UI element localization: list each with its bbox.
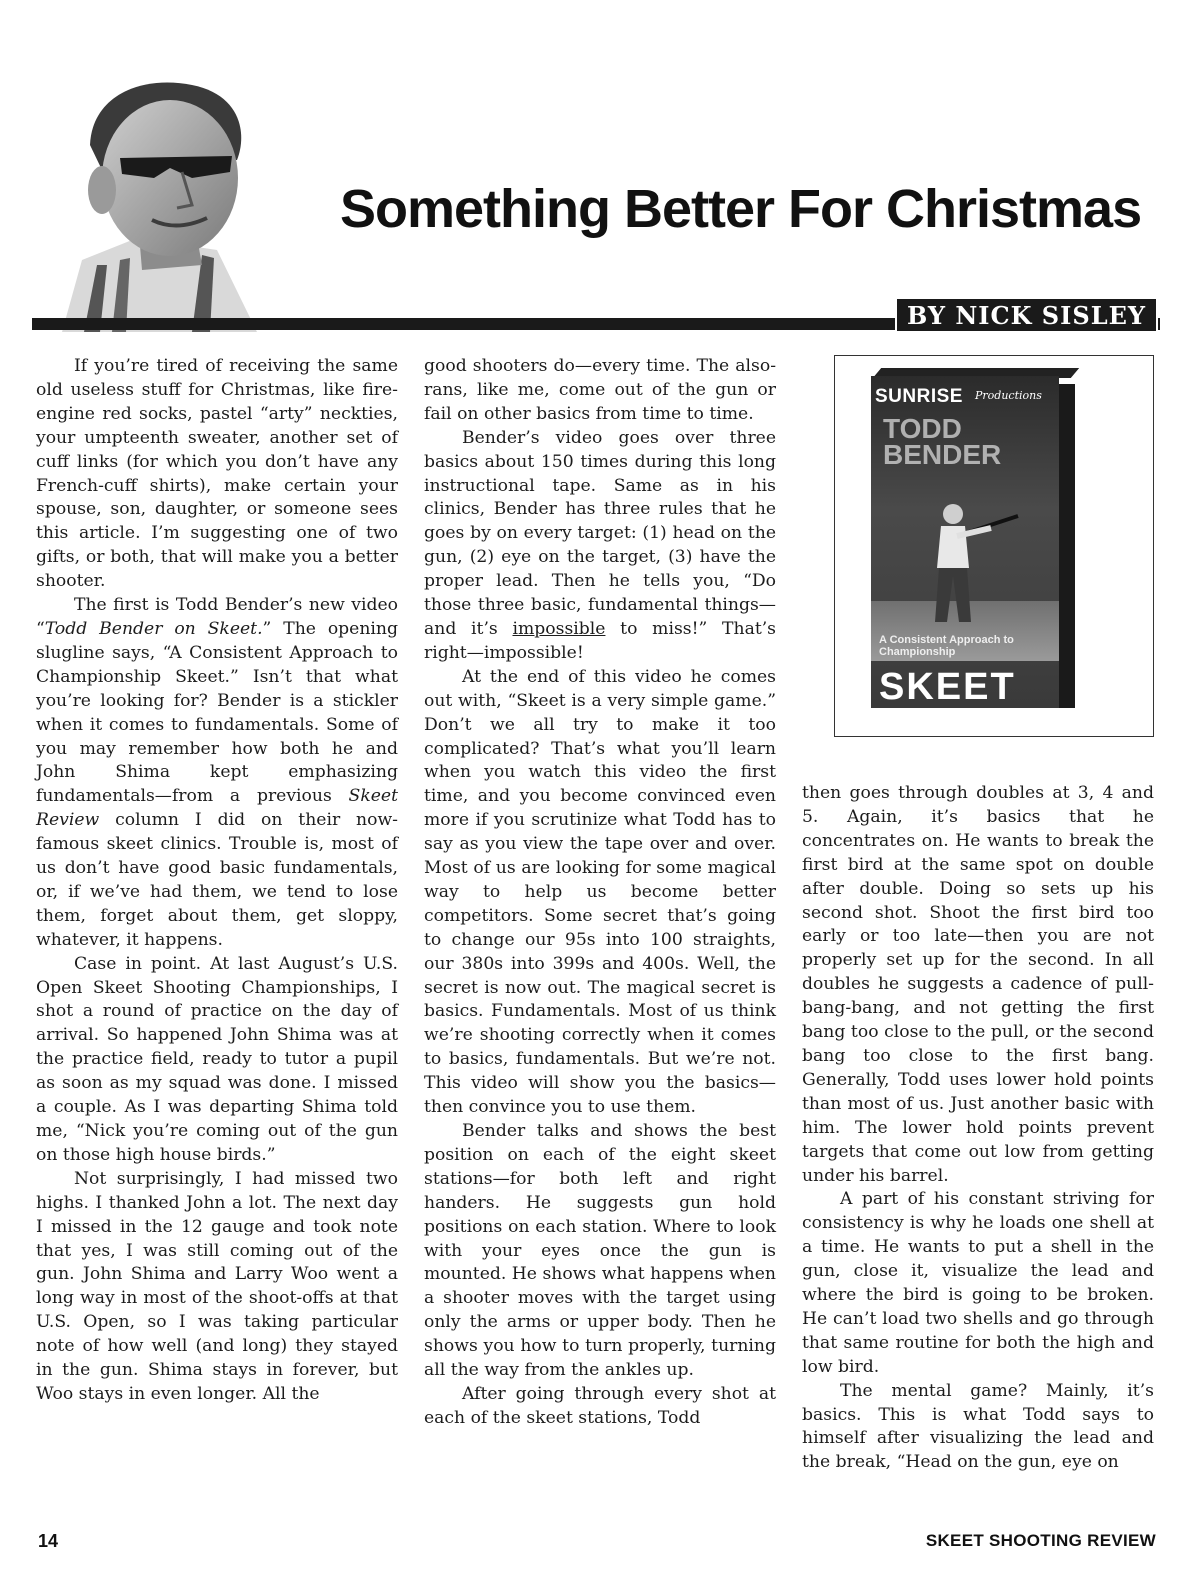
author-portrait bbox=[42, 60, 292, 332]
paragraph: Bender’s video goes over three basics about 150 times during this long instructional tape. Same as in his clinics, Bender has three rules that he goes by on every target: (1) head on the gun, (2) eye on the target, (3) have the proper lead. Then he tells you, “Do those three basic, fundamental things—and it’s impossible to miss!” That’s right—impossible! bbox=[424, 427, 777, 663]
vhs-brand-suffix: Productions bbox=[975, 389, 1042, 402]
paragraph: After going through every shot at each of the skeet stations, Todd bbox=[424, 1383, 776, 1428]
paragraph: The mental game? Mainly, it’s basics. This is what Todd says to himself after visualizing the lead and the break, “Head on the gun, eye on bbox=[802, 1380, 1154, 1473]
paragraph: Not surprisingly, I had missed two highs. I thanked John a lot. The next day I missed in the 12 gauge and took note that yes, I was still coming out of the gun. John Shima and Larry Woo went a long way in most of the shoot-offs at that U.S. Open, so I was taking particular note of how well (and long) they stayed in the gun. Shima stays in forever, but Woo stays in even longer. All the bbox=[36, 1168, 398, 1404]
byline: BY NICK SISLEY bbox=[895, 297, 1158, 333]
vhs-box-spine bbox=[1059, 384, 1075, 708]
paragraph: Case in point. At last August’s U.S. Open Skeet Shooting Championships, I shot a round of practice on the day of arrival. So happened John Shima was at the practice field, ready to tutor a pupil as soon as my squad was done. I missed a couple. As I was departing Shima told me, “Nick you’re coming out of the gun on those high house birds.” bbox=[36, 953, 398, 1165]
article-column-2 bbox=[424, 355, 776, 1431]
paragraph: The first is Todd Bender’s new video “Todd Bender on Skeet.” The opening slugline says, “A Consistent Approach to Championship Skeet.” Isn’t that what you’re looking for? Bender is a stickler when it comes to fundamentals. Some of you may remember how both he and John Shima kept emphasizing fundamentals—from a previous Skeet Review column I did on their now-famous skeet clinics. Trouble is, most of us don’t have good basic fundamentals, or, if we’ve had them, we tend to lose them, forget about them, get sloppy, whatever, it happens. bbox=[36, 595, 398, 950]
video-cover-figure bbox=[834, 355, 1154, 737]
vhs-name: TODD BENDER bbox=[883, 413, 1002, 470]
paragraph: then goes through doubles at 3, 4 and 5. Again, it’s basics that he concentrates on. He wants to break the first bird at the same spot on double after double. Doing so sets up his second shot. Shoot the first bird too early or too late—then you are not properly set up for the second. In all doubles he suggests a cadence of pull-bang-bang, and not getting the first bang too close to the pull, or the second bang too close to the first bang. Generally, Todd uses lower hold points than most of us. Just another basic with him. The lower hold points prevent targets that come out low from getting under his barrel. bbox=[802, 783, 1154, 1186]
paragraph: A part of his constant striving for consistency is why he loads one shell at a time. He wants to put a shell in the gun, close it, visualize the lead and where the bird is going to be broken. He can’t load two shells and go through that same routine for both the high and low bird. bbox=[802, 1189, 1154, 1377]
paragraph: If you’re tired of receiving the same old useless stuff for Christmas, like fire-engine red socks, pastel “arty” neckties, your umpteenth sweater, another set of cuff links (for which you don’t have any French-cuff shirts), make certain your spouse, son, daughter, or someone sees this article. I’m suggesting one of two gifts, or both, that will make you a better shooter. bbox=[36, 356, 398, 592]
publication-name: SKEET SHOOTING REVIEW bbox=[925, 1531, 1156, 1550]
article-column-1 bbox=[36, 355, 398, 1407]
vhs-title: SKEET bbox=[879, 666, 1016, 708]
paragraph: good shooters do—every time. The also-rans, like me, come out of the gun or fail on other basics from time to time. bbox=[424, 356, 776, 424]
article-title: Something Better For Christmas bbox=[340, 179, 1142, 239]
article-column-3 bbox=[802, 782, 1154, 1475]
paragraph: Bender talks and shows the best position on each of the eight skeet stations—for both left and right handers. He suggests gun hold positions on each station. Where to look with your eyes once the gun is mounted. He shows what happens when a shooter moves with the target using only the arms or upper body. Then he shows you how to turn properly, turning all the way from the ankles up. bbox=[424, 1121, 776, 1381]
vhs-brand: SUNRISE bbox=[875, 386, 963, 407]
vhs-tagline: A Consistent Approach to Championship bbox=[879, 634, 1014, 658]
shooter-illustration bbox=[913, 496, 1023, 626]
page-number: 14 bbox=[38, 1531, 59, 1551]
paragraph: At the end of this video he comes out with, “Skeet is a very simple game.” Don’t we all try to make it too complicated? That’s what you’ll learn when you watch this video the first time, and you become convinced even more if you scrutinize what Todd has to say as you view the tape over and over. Most of us are looking for some magical way to help us become better competitors. Some secret that’s going to change our 95s into 100 straights, our 380s into 399s and 400s. Well, the secret is now out. The magical secret is basics. Fundamentals. Most of us think we’re shooting correctly when it comes to basics, fundamentals. But we’re not. This video will show you the basics—then convince you to use them. bbox=[424, 666, 776, 1118]
